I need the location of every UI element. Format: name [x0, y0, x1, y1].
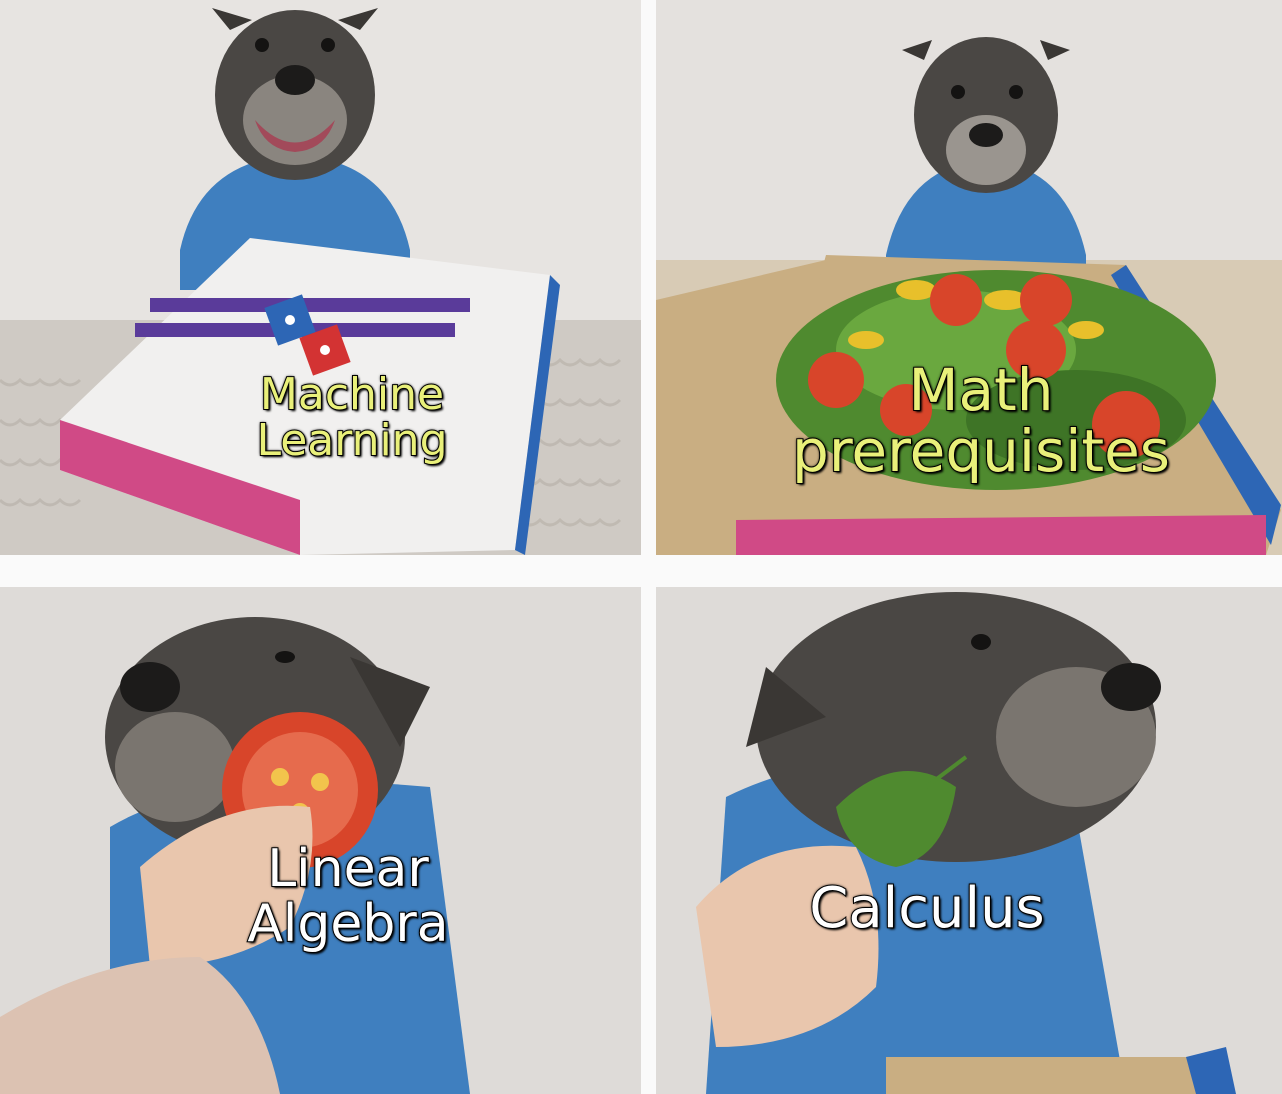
dog-with-pizza-box-icon — [0, 0, 641, 555]
panel-machine-learning — [0, 0, 641, 555]
caption-calculus: Calculus — [809, 876, 1045, 941]
caption-linear-algebra: Linear Algebra — [247, 839, 449, 954]
caption-math-prerequisites: Math prerequisites — [792, 356, 1170, 485]
panel-calculus — [656, 587, 1282, 1094]
caption-machine-learning: Machine Learning — [256, 369, 448, 467]
dog-fed-greens-icon — [656, 587, 1282, 1094]
